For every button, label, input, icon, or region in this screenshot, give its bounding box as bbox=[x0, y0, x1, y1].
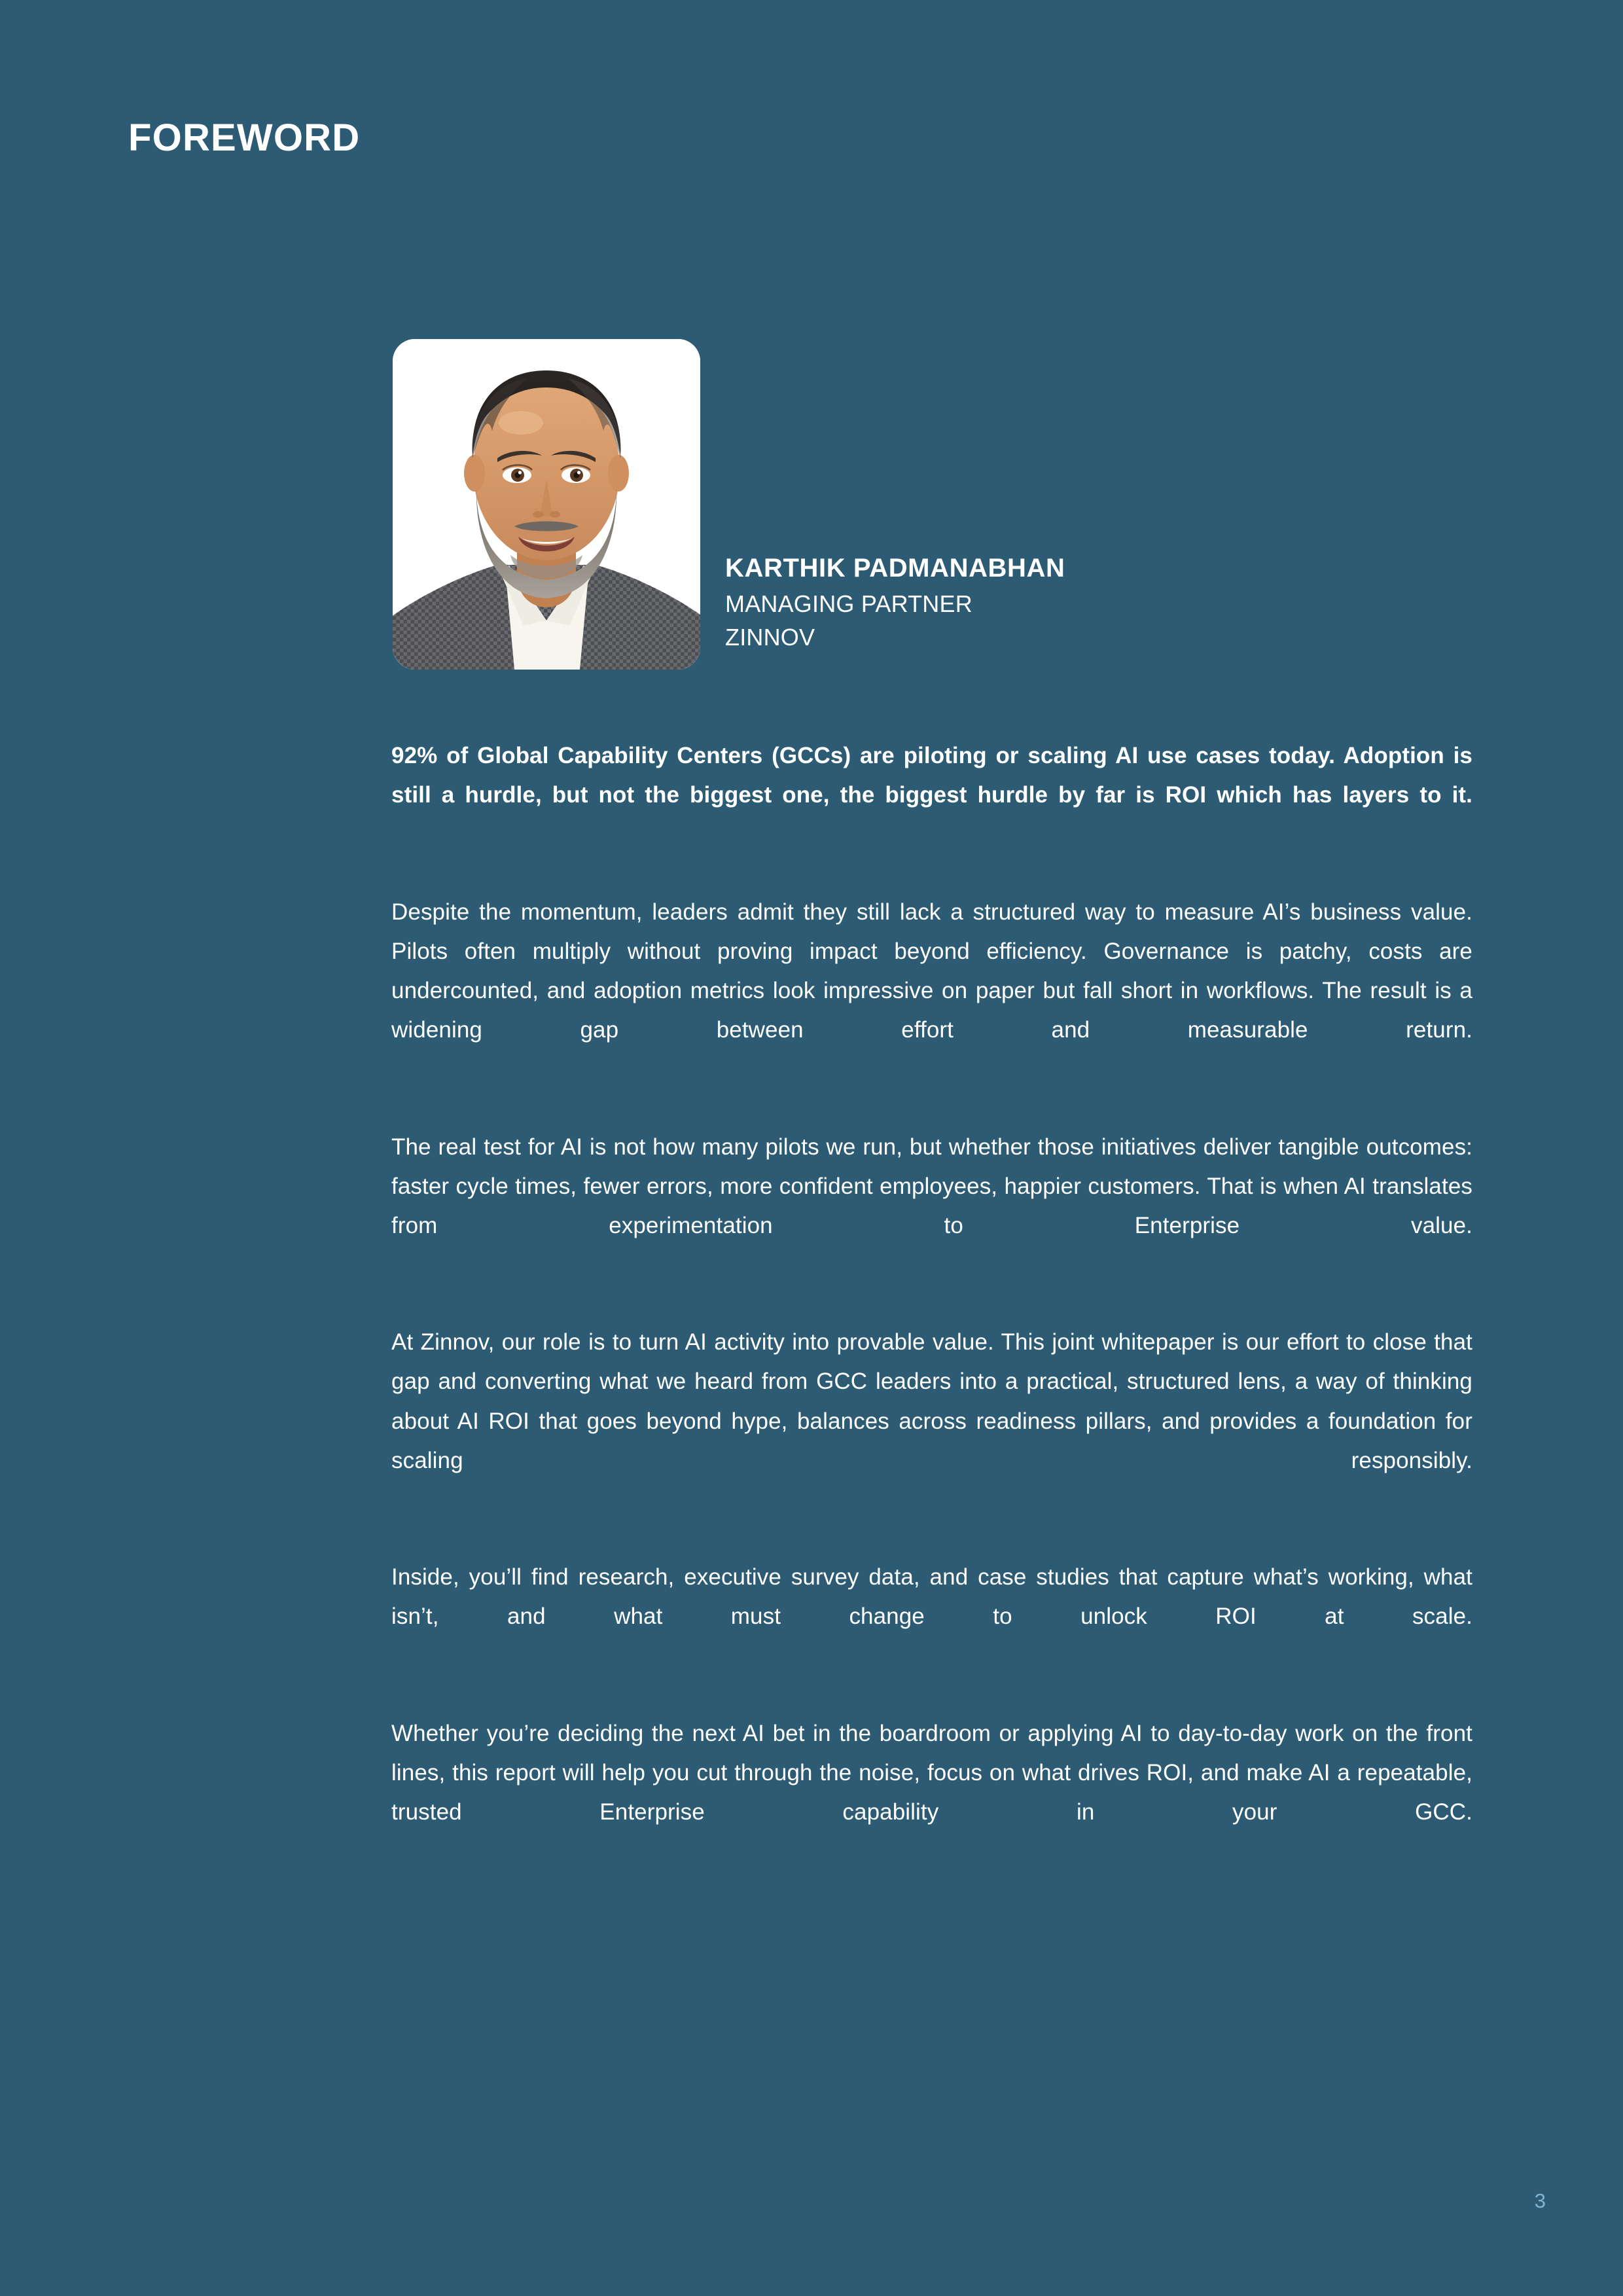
avatar bbox=[393, 339, 700, 670]
lead-paragraph: 92% of Global Capability Centers (GCCs) are piloting or scaling AI use cases today. Adoption is still a hurdle, but not the biggest one, the biggest hurdle by far is ROI which has layers to it. bbox=[391, 743, 1472, 808]
body-paragraph-1: Despite the momentum, leaders admit they still lack a structured way to measure AI’s business value. Pilots often multiply without proving impact beyond efficiency. Governance is patchy, costs are undercounted, and adoption metrics look impressive on paper but fall short in workflows. The result is a widening gap between effort and measurable return. bbox=[391, 899, 1472, 1043]
author-role: MANAGING PARTNER bbox=[725, 590, 972, 618]
body-paragraph-4: Inside, you’ll find research, executive survey data, and case studies that capture what’s working, what isn’t, and what must change to unlock ROI at scale. bbox=[391, 1564, 1472, 1630]
foreword-body bbox=[391, 736, 1472, 1872]
body-paragraph-2: The real test for AI is not how many pilots we run, but whether those initiatives deliver tangible outcomes: faster cycle times, fewer errors, more confident employees, happier customers. That is when AI translates from experimentation to Enterprise value. bbox=[391, 1134, 1472, 1238]
body-paragraph-5: Whether you’re deciding the next AI bet in the boardroom or applying AI to day-to-day work on the front lines, this report will help you cut through the noise, focus on what drives ROI, and make AI a repeatable, trusted Enterprise capability in your GCC. bbox=[391, 1720, 1472, 1825]
author-company: ZINNOV bbox=[725, 624, 815, 651]
body-paragraph-3: At Zinnov, our role is to turn AI activity into provable value. This joint whitepaper is our effort to close that gap and converting what we heard from GCC leaders into a practical, structured lens, a way of thinking about AI ROI that goes beyond hype, balances across readiness pillars, and provides a foundation for scaling responsibly. bbox=[391, 1329, 1472, 1473]
page-number: 3 bbox=[1534, 2189, 1546, 2212]
portrait-photo bbox=[393, 339, 700, 670]
portrait-illustration bbox=[393, 339, 700, 670]
page-title: FOREWORD bbox=[128, 117, 361, 159]
author-name: KARTHIK PADMANABHAN bbox=[725, 554, 1065, 583]
byline bbox=[725, 553, 1065, 654]
